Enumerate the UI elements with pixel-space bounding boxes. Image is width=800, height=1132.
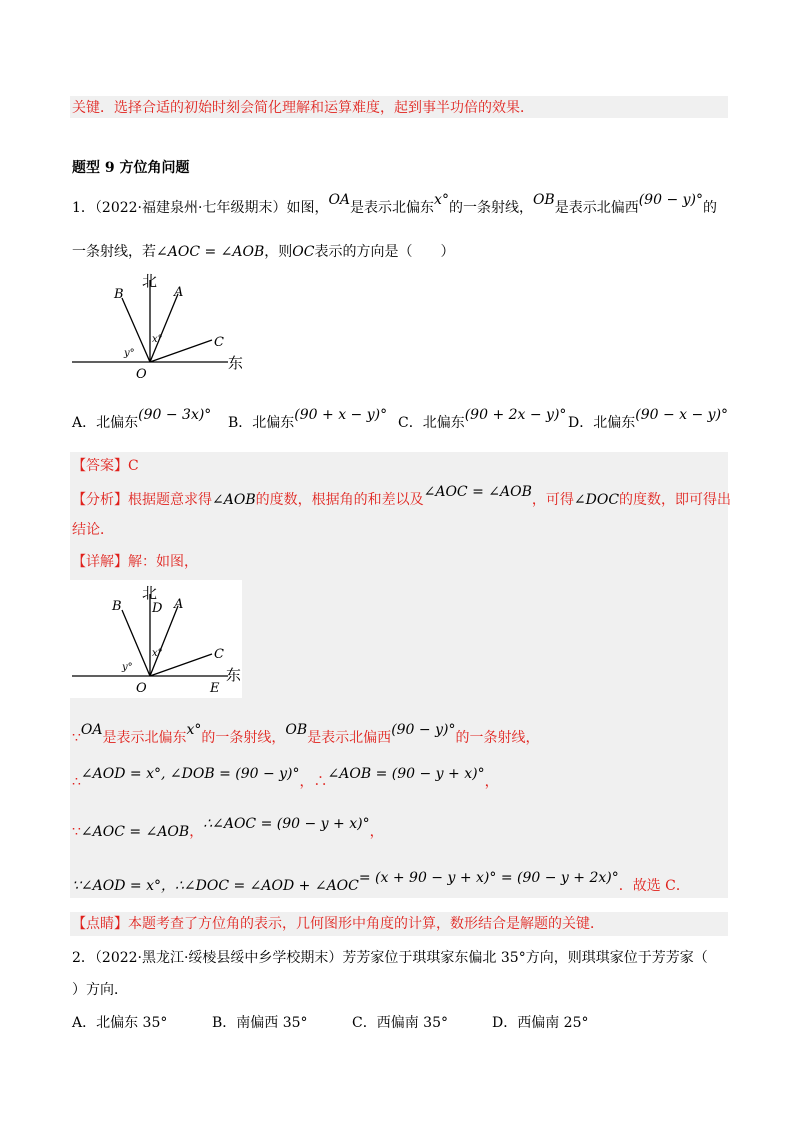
q1-option-c[interactable] <box>398 407 567 432</box>
solution-line2 <box>72 766 499 792</box>
q1-line1 <box>72 192 717 218</box>
answer-tag: 【答案】 <box>72 458 128 474</box>
sol-text: ，∴ <box>299 774 328 790</box>
q1-text: 是表示北偏西 <box>554 200 639 216</box>
sol-math: ∠AOD = x°, ∠DOB = (90 − y)° <box>80 766 300 782</box>
q2-option-d[interactable]: D．西偏南 25° <box>492 1015 589 1031</box>
sol-text: ， <box>484 774 499 790</box>
sol-text: 的一条射线， <box>201 730 286 746</box>
fig1-label-b: B <box>114 287 124 302</box>
solution-line1 <box>72 722 540 748</box>
analysis-math: ∠AOB <box>212 492 256 508</box>
fig2-label-o: O <box>136 681 147 696</box>
sol-text: ， <box>369 824 384 840</box>
detail-line <box>72 552 198 572</box>
q1-option-d[interactable] <box>568 407 729 432</box>
q2-option-b[interactable]: B．南偏西 35° <box>212 1015 308 1031</box>
sol-math: = (x + 90 − y + x)° = (90 − y + 2x)° <box>358 870 619 886</box>
sol-text: ， <box>189 824 204 840</box>
option-label: B．北偏东 <box>228 415 295 431</box>
sol-symbol: ∵ <box>72 824 81 840</box>
sol-math: x° <box>186 722 202 738</box>
fig1-east: 东 <box>228 354 244 372</box>
q1-text: 一条射线，若 <box>72 244 156 260</box>
fig2-label-c: C <box>214 647 224 662</box>
sol-text: ．故选 C． <box>618 878 690 894</box>
option-label: D．北偏东 <box>568 415 636 431</box>
q1-oc: OC <box>292 244 315 260</box>
option-value: (90 + 2x − y)° <box>464 407 567 423</box>
solution-line3 <box>72 816 384 842</box>
fig2-label-b: B <box>112 599 122 614</box>
figure-1 <box>70 270 250 382</box>
sol-symbol: ∵ <box>72 730 81 746</box>
q1-oa: OA <box>328 192 351 208</box>
option-value: (90 + x − y)° <box>294 407 388 423</box>
q1-angle: (90 − y)° <box>638 192 703 208</box>
q1-text: ，则 <box>264 244 293 260</box>
q1-xdeg: x° <box>434 192 449 208</box>
fig1-label-y: y° <box>124 348 135 359</box>
fig2-label-a: A <box>174 597 184 612</box>
fig1-label-o: O <box>136 367 147 382</box>
analysis-line2: 结论． <box>72 522 114 538</box>
analysis-text: ，可得 <box>531 492 574 508</box>
sol-math: ∴∠AOC = (90 − y + x)° <box>203 816 370 832</box>
q1-text: 的一条射线， <box>448 200 533 216</box>
analysis-text: 的度数，即可得出 <box>619 492 732 508</box>
q1-number: 1． <box>72 200 95 216</box>
fig2-label-d: D <box>152 601 163 616</box>
analysis-math: ∠DOC <box>573 492 620 508</box>
q1-option-b[interactable] <box>228 407 388 432</box>
sol-symbol: ∴ <box>72 774 81 790</box>
fig2-north: 北 <box>142 584 158 602</box>
sol-math: ∠AOB = (90 − y + x)° <box>327 766 485 782</box>
fig1-label-x: x° <box>152 334 163 345</box>
q1-condition: ∠AOC = ∠AOB <box>156 244 265 260</box>
fig2-label-y: y° <box>122 662 133 673</box>
sol-math: ∵∠AOD = x° <box>72 878 161 894</box>
analysis-text: 根据题意求得 <box>128 492 212 508</box>
q2-option-c[interactable]: C．西偏南 35° <box>352 1015 448 1031</box>
option-label: C．北偏东 <box>398 415 465 431</box>
sol-math: ，∴∠DOC = ∠AOD + ∠AOC <box>160 878 359 894</box>
option-value: (90 − 3x)° <box>138 407 212 423</box>
q1-option-a[interactable] <box>72 407 212 432</box>
comment-tag: 【点睛】 <box>72 916 128 932</box>
sol-text: 是表示北偏东 <box>102 730 187 746</box>
q1-source: （2022·福建泉州·七年级期末）如图， <box>94 200 329 216</box>
q1-ob: OB <box>532 192 555 208</box>
section-title: 题型 9 方位角问题 <box>72 160 190 176</box>
q1-line2 <box>72 242 454 262</box>
top-note: 关键．选择合适的初始时刻会简化理解和运算难度，起到事半功倍的效果． <box>72 100 534 116</box>
q1-text: 表示的方向是（ ） <box>314 244 455 260</box>
analysis-tag: 【分析】 <box>72 492 128 508</box>
fig2-label-e: E <box>210 681 220 696</box>
q2-line1: 2．（2022·黑龙江·绥棱县绥中乡学校期末）芳芳家位于琪琪家东偏北 35°方向，则琪琪家位于芳芳家（ <box>72 950 708 966</box>
q1-text: 的 <box>703 200 717 216</box>
analysis-line1 <box>72 484 732 510</box>
answer-line <box>72 456 139 476</box>
sol-math: OA <box>80 722 103 738</box>
q1-text: 是表示北偏东 <box>350 200 435 216</box>
solution-line4 <box>72 870 690 896</box>
analysis-math: ∠AOC = ∠AOB <box>423 484 532 500</box>
detail-tag: 【详解】 <box>72 554 128 570</box>
sol-math: (90 − y)° <box>391 722 456 738</box>
q2-option-a[interactable]: A．北偏东 35° <box>72 1015 168 1031</box>
fig2-east: 东 <box>226 666 242 684</box>
analysis-text: 的度数，根据角的和差以及 <box>255 492 424 508</box>
fig2-label-x: x° <box>152 648 163 659</box>
sol-text: 的一条射线， <box>455 730 540 746</box>
option-label: A．北偏东 <box>72 415 139 431</box>
sol-math: ∠AOC = ∠AOB <box>80 824 190 840</box>
comment-line <box>72 914 604 934</box>
sol-text: 是表示北偏西 <box>307 730 392 746</box>
answer-value: C <box>128 458 139 474</box>
fig1-label-a: A <box>174 285 184 300</box>
figure-2 <box>70 580 242 698</box>
q2-line2: ）方向． <box>72 982 128 998</box>
detail-text: 解：如图， <box>128 554 198 570</box>
comment-text: 本题考查了方位角的表示，几何图形中角度的计算，数形结合是解题的关键． <box>128 916 604 932</box>
option-value: (90 − x − y)° <box>635 407 729 423</box>
fig1-north: 北 <box>142 272 158 290</box>
fig1-label-c: C <box>214 335 224 350</box>
sol-math: OB <box>285 722 308 738</box>
